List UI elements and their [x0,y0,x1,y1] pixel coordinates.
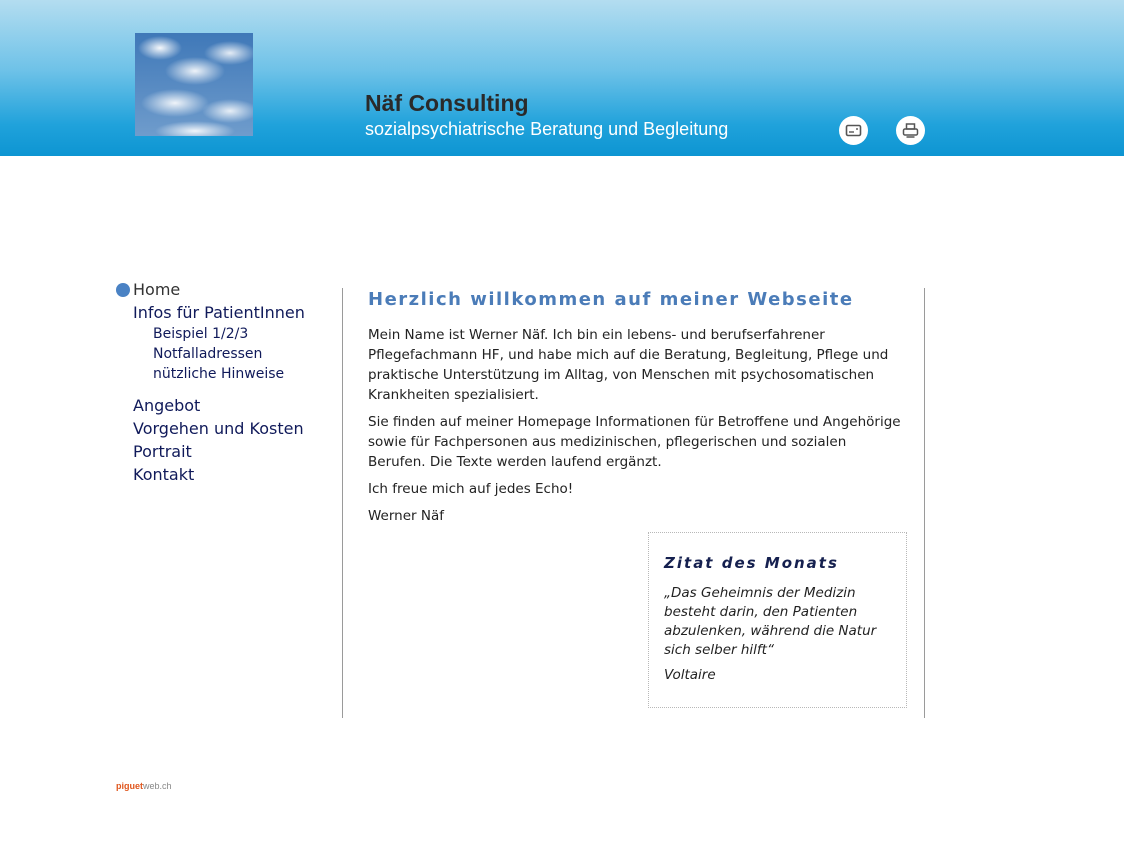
footer-brand-part1: piguet [116,781,143,791]
print-icon [902,122,919,139]
quote-title: Zitat des Monats [664,554,839,572]
quote-of-the-month-box [648,532,907,708]
site-subtitle: sozialpsychiatrische Beratung und Begleitung [365,119,729,139]
header-banner [0,0,1124,156]
nav-item-home[interactable]: Home [133,280,181,299]
page-title: Herzlich willkommen auf meiner Webseite [368,289,854,310]
site-title: Näf Consulting [365,90,529,116]
nav-subitem-hinweise[interactable]: nützliche Hinweise [153,366,285,382]
nav-item-infos-patientinnen[interactable]: Infos für PatientInnen [133,303,305,322]
sky-clouds-logo [135,33,253,136]
quote-text: „Das Geheimnis der Medizin besteht darin, den Patienten abzulenken, während die Natur sich selber hilft“ [664,585,877,658]
footer-brand-part2: web.ch [143,781,172,791]
email-button[interactable] [839,116,868,145]
content-left-divider [342,288,343,718]
intro-paragraph: Mein Name ist Werner Näf. Ich bin ein lebens- und berufserfahrener Pflegefachmann HF, und habe mich auf die Beratung, Begleitung, Pflege und praktische Unterstützung im Alltag, von Menschen mit psychosomatischen Krankheiten spezialisiert. [368,327,889,403]
nav-item-vorgehen-kosten[interactable]: Vorgehen und Kosten [133,419,304,438]
signature-text: Werner Näf [368,508,445,524]
quote-author: Voltaire [664,667,716,683]
echo-paragraph: Ich freue mich auf jedes Echo! [368,481,574,497]
content-right-divider [924,288,925,718]
footer-credit-link[interactable] [116,781,172,791]
info-paragraph: Sie finden auf meiner Homepage Informationen für Betroffene und Angehörige sowie für Fachpersonen aus medizinischen, pflegerischen und sozialen Berufen. Die Texte werden laufend ergänzt. [368,414,901,470]
nav-subitem-notfalladressen[interactable]: Notfalladressen [153,346,263,362]
active-bullet-icon [116,283,130,297]
nav-item-kontakt[interactable]: Kontakt [133,465,195,484]
email-card-icon [845,122,862,139]
nav-subitem-beispiel[interactable]: Beispiel 1/2/3 [153,326,249,342]
nav-item-portrait[interactable]: Portrait [133,442,192,461]
print-button[interactable] [896,116,925,145]
nav-item-angebot[interactable]: Angebot [133,396,201,415]
